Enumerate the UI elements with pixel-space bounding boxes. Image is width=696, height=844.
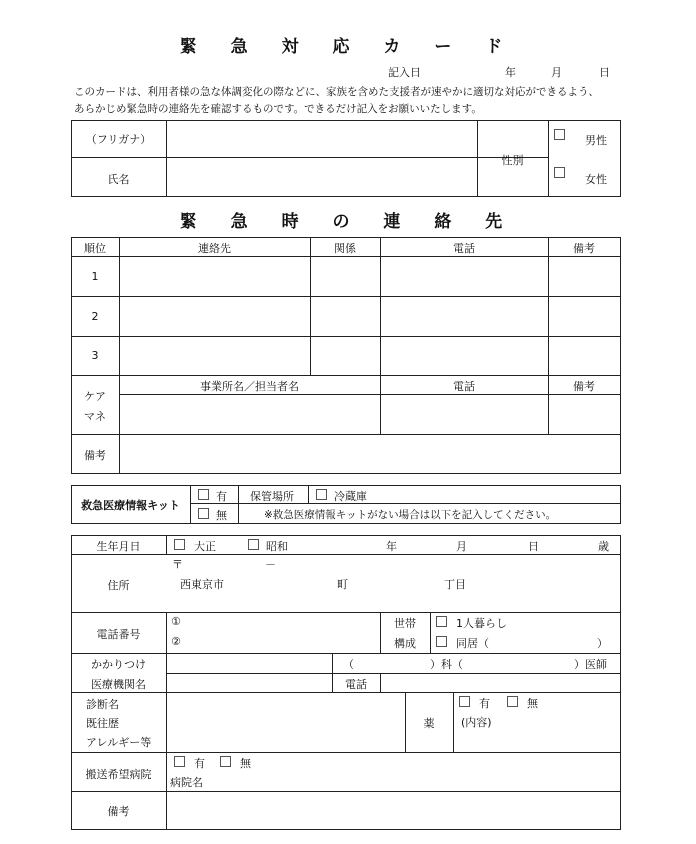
phone-2-mark: ② (171, 635, 181, 648)
birth-month: 月 (456, 540, 467, 553)
med-yes-checkbox[interactable] (459, 696, 470, 707)
kit-no-label: 無 (216, 509, 227, 522)
transport-yes-label: 有 (194, 757, 205, 770)
contact-title: 緊 急 時 の 連 絡 先 (179, 212, 517, 232)
clinic-label-1: かかりつけ (91, 658, 146, 671)
birth-label: 生年月日 (96, 540, 141, 553)
taisho-label: 大正 (194, 540, 216, 553)
showa-label: 昭和 (266, 540, 288, 553)
header-rank: 順位 (84, 242, 106, 255)
med-content-label: (内容) (461, 716, 492, 729)
birth-year: 年 (386, 540, 397, 553)
town-label: 町 (337, 578, 348, 591)
male-label: 男性 (585, 134, 607, 147)
intro-line-1: このカードは、利用者様の急な体調変化の際などに、家族を含めた支援者が速やかに適切な対応ができるよう、 (74, 86, 599, 98)
birth-day: 日 (528, 540, 539, 553)
care-header-notes: 備考 (573, 380, 595, 393)
alone-label: 1人暮らし (456, 617, 507, 630)
kit-note: ※救急医療情報キットがない場合は以下を記入してください。 (264, 509, 557, 521)
kit-yes-label: 有 (216, 490, 227, 503)
transport-label: 搬送希望病院 (85, 768, 152, 781)
household-label-2: 構成 (394, 637, 416, 650)
remarks-label: 備考 (107, 805, 130, 818)
date-label: 記入日 (388, 66, 421, 79)
furigana-label: （フリガナ） (85, 133, 152, 146)
diag-label-3: アレルギー等 (86, 736, 152, 749)
phone-1-mark: ① (171, 615, 181, 628)
date-year: 年 (505, 66, 516, 79)
fridge-checkbox[interactable] (316, 489, 327, 500)
household-label-1: 世帯 (394, 617, 416, 630)
hospital-label: 病院名 (170, 776, 203, 789)
page-title: 緊 急 対 応 カ ー ド (179, 37, 517, 57)
taisho-checkbox[interactable] (174, 539, 185, 550)
kit-yes-checkbox[interactable] (198, 489, 209, 500)
care-label-1: ケア (84, 390, 106, 403)
med-no-checkbox[interactable] (507, 696, 518, 707)
together-close: ） (597, 637, 608, 650)
diag-label-2: 既往歴 (86, 717, 119, 730)
transport-no-checkbox[interactable] (220, 756, 231, 767)
clinic-label-2: 医療機関名 (91, 678, 146, 691)
contacts-notes-label: 備考 (84, 449, 106, 462)
together-label: 同居（ (456, 637, 489, 650)
phone-label: 電話番号 (96, 628, 141, 641)
fridge-label: 冷蔵庫 (334, 490, 367, 503)
male-checkbox[interactable] (554, 129, 565, 140)
kit-no-checkbox[interactable] (198, 508, 209, 519)
name-input[interactable] (170, 161, 473, 193)
showa-checkbox[interactable] (248, 539, 259, 550)
furigana-input[interactable] (170, 124, 473, 154)
header-relation: 関係 (334, 242, 356, 255)
care-label-2: マネ (84, 410, 106, 423)
dept-open: （ (343, 658, 354, 671)
chome-label: 丁目 (444, 578, 466, 591)
doctor-label: ）医師 (574, 658, 607, 671)
date-day: 日 (599, 66, 610, 79)
city-label: 西東京市 (180, 578, 224, 591)
postal-mark: 〒 (172, 558, 183, 571)
diag-label-1: 診断名 (86, 698, 119, 711)
name-label: 氏名 (107, 173, 130, 186)
care-header-office: 事業所名／担当者名 (200, 380, 299, 393)
intro-line-2: あらかじめ緊急時の連絡先を確認するものです。できるだけ記入をお願いいたします。 (74, 103, 482, 115)
med-yes-label: 有 (479, 697, 490, 710)
female-label: 女性 (585, 173, 607, 186)
gender-label: 性別 (501, 154, 524, 167)
medicine-label: 薬 (423, 717, 435, 730)
header-phone: 電話 (453, 242, 475, 255)
kit-storage-label: 保管場所 (250, 490, 294, 503)
header-contact: 連絡先 (198, 242, 231, 255)
date-month: 月 (551, 66, 562, 79)
dept-label: ）科（ (430, 658, 463, 671)
transport-no-label: 無 (240, 757, 251, 770)
care-header-phone: 電話 (453, 380, 475, 393)
female-checkbox[interactable] (554, 167, 565, 178)
kit-label: 救急医療情報キット (81, 499, 180, 512)
transport-yes-checkbox[interactable] (174, 756, 185, 767)
postal-dash: － (265, 558, 276, 571)
address-label: 住所 (107, 579, 130, 592)
header-notes: 備考 (573, 242, 595, 255)
rank-2: 2 (91, 310, 99, 323)
rank-1: 1 (91, 270, 99, 283)
med-no-label: 無 (527, 697, 538, 710)
age-label: 歳 (598, 540, 609, 553)
rank-3: 3 (91, 349, 99, 362)
alone-checkbox[interactable] (436, 616, 447, 627)
clinic-tel-label: 電話 (345, 678, 367, 691)
together-checkbox[interactable] (436, 636, 447, 647)
